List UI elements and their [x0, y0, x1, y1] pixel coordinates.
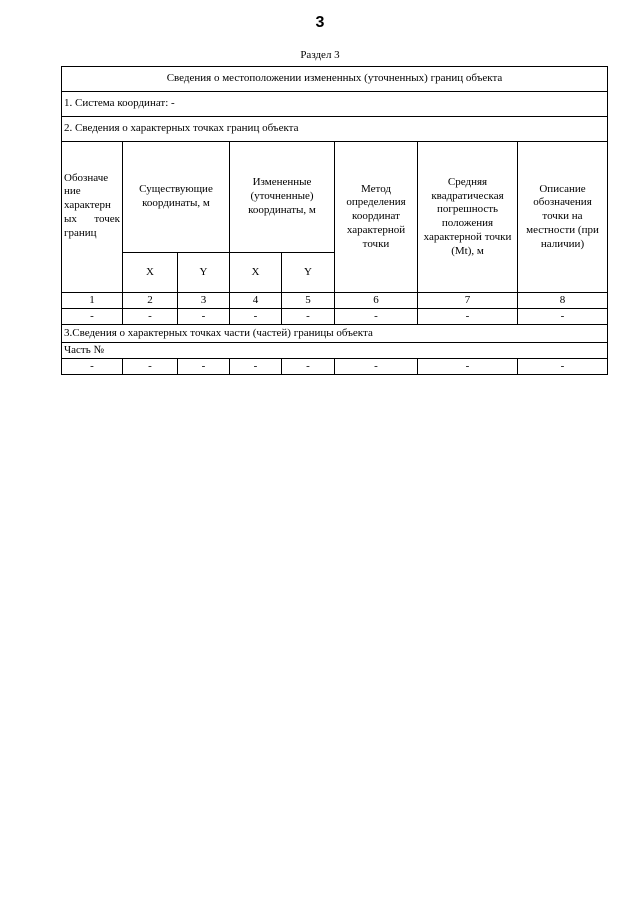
page-number: 3 [315, 14, 325, 31]
table-cell: - [62, 309, 123, 325]
table-row [62, 359, 608, 375]
table-cell: - [230, 309, 282, 325]
table-cell: - [418, 309, 518, 325]
column-number: 5 [282, 293, 335, 309]
column-number: 6 [335, 293, 418, 309]
header-error: Средняя квадратическая погрешность положения характерной точки (Mt), м [418, 142, 518, 293]
header-y-existing: Y [178, 253, 230, 293]
table-cell: - [230, 359, 282, 375]
table-cell: - [518, 309, 608, 325]
table-row [62, 309, 608, 325]
points-heading-row: 2. Сведения о характерных точках границ объекта [62, 117, 608, 142]
column-number: 3 [178, 293, 230, 309]
column-number: 1 [62, 293, 123, 309]
table-cell: - [123, 359, 178, 375]
table-cell: - [335, 359, 418, 375]
table-cell: - [62, 359, 123, 375]
header-changed-coords: Измененные (уточненные) координаты, м [230, 142, 335, 253]
column-number: 2 [123, 293, 178, 309]
header-x-changed: X [230, 253, 282, 293]
table-cell: - [518, 359, 608, 375]
column-number: 8 [518, 293, 608, 309]
parts-heading-row: 3.Сведения о характерных точках части (частей) границы объекта [62, 325, 608, 343]
header-x-existing: X [123, 253, 178, 293]
header-designation: Обозначе ние характерн ых точек границ [62, 142, 123, 293]
table-cell: - [123, 309, 178, 325]
header-y-changed: Y [282, 253, 335, 293]
coord-system-row: 1. Система координат: - [62, 92, 608, 117]
table-cell: - [282, 359, 335, 375]
table-cell: - [282, 309, 335, 325]
column-number: 7 [418, 293, 518, 309]
table-title: Сведения о местоположении измененных (уточненных) границ объекта [62, 67, 608, 92]
table-cell: - [178, 309, 230, 325]
header-description: Описание обозначения точки на местности (при наличии) [518, 142, 608, 293]
table-cell: - [178, 359, 230, 375]
boundaries-table [61, 66, 608, 375]
table-cell: - [418, 359, 518, 375]
table-cell: - [335, 309, 418, 325]
section-label: Раздел 3 [300, 49, 340, 61]
column-numbers-row [62, 293, 608, 309]
header-method: Метод определения координат характерной точки [335, 142, 418, 293]
column-number: 4 [230, 293, 282, 309]
part-number-row: Часть № [62, 343, 608, 359]
header-existing-coords: Существующие координаты, м [123, 142, 230, 253]
